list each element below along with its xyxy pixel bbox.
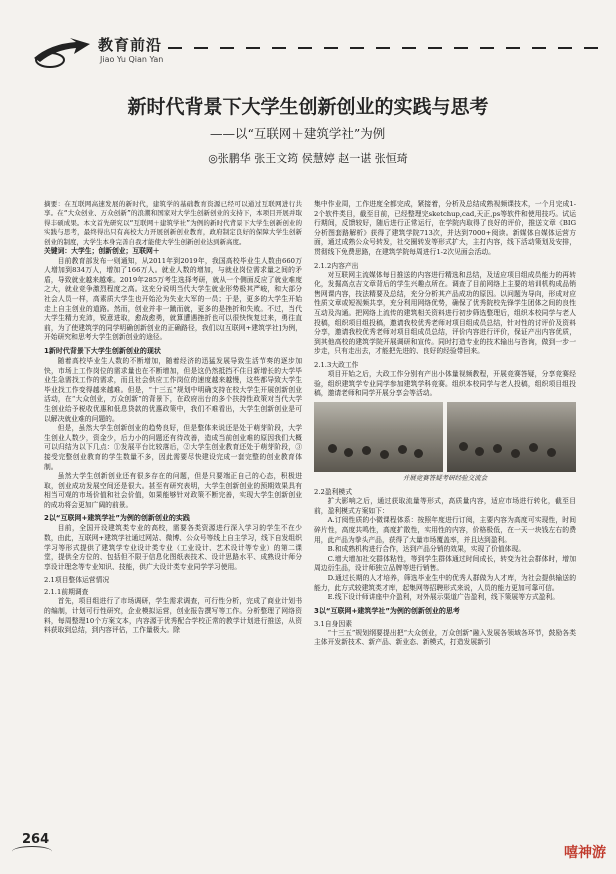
- keywords: 关键词：大学生；创新创业；互联网＋: [44, 247, 160, 256]
- journal-name: 教育前沿: [98, 36, 163, 54]
- abstract: 摘要：在互联网高速发展的新时代，建筑学的基础教育资源已经可以通过互联网进行共享。在“大众创业、万众创新”的浪潮和国家对大学生创新创业的支持下，本项目开展并取得丰硕成果。本文首先研究以“互联网＋建筑学社”为例的新时代背景下大学生创新创业的实践与思考，最终得出只有高校大力开展创新创业教育，政府制定良好的保障大学生创新创业的制度，大学生本身完善自我才能使大学生创新创业达到新高度。: [44, 200, 302, 246]
- subsection-heading: 2.1项目整体运营情况: [44, 576, 110, 585]
- paragraph: 对互联网主流媒体每日推送的内容进行精选和总结，及适应项目组成员能力的再转化，发掘高点吉文章背后的学生兴趣点所在。调查了目前网络上主要的培训机构成品销售网课内容，技法精要及总结，充分分析其产品成功的原因。以问题为导向，形成对应性质文章或短视频共享，充分利用网络优势，确保了优秀院校先锋学生团体之间的良性互动及沟通。把网络上流传的建筑相关资料进行初步筛选整理后，组织本校同学与老人投稿，组织项目组投稿，邀请我校优秀老师对项目组成员总结，针对性的讨评价及资料分享，邀请我校优秀老师对项目组成员总结，评价内容进行评价，保证产出内容优质，到其他高校的建筑学院开展调研和宣传。同时打造专业的技术输出与咨询，做到一步一步走，只有走出去，才能把先进的、良好的经验带回来。: [314, 270, 576, 356]
- paragraph: 项目开始之后，大政工作分别有产出小体量视频教程，开展竞赛答疑，分享竞赛经验，组织建筑学专业同学参加建筑学科竞赛。组织本校同学与老人投稿，组织项目组投稿，邀请老师和同学开展分享会等活动。: [314, 369, 576, 398]
- subsection-heading: 2.1.1前期调查: [44, 588, 89, 597]
- journal-name-pinyin: Jiao Yu Qian Yan: [100, 55, 164, 64]
- section-heading: 1新时代背景下大学生创新创业的现状: [44, 346, 161, 355]
- paragraph: C.增大增加社交群体粘性，等到学生群体通过时间成长，转变为社会群体时，增加周边衍生品，设计师独立品牌等进行销售。: [314, 554, 576, 573]
- paragraph: 虽然大学生创新创业还有很多存在的问题，但是只要端正自己的心态，积极进取，创业成功发展空间还是很大。甚至有研究表明，大学生创新创业的预期效果具有相当可观的市场价值和社会价值，如果能够针对政策不断完善，实现大学生创新创业的成功将会更加广阔的前景。: [44, 472, 302, 509]
- paragraph: 首先，项目组进行了市场调研，学生需求调查，可行性分析，完成了商业计划书的编制，计划可行性研究，企业模拟运营，创业报告撰写等工作。分析整理了网络资料，每周整理10个方案文本，内容源于优秀配合学校正常的教学计划进行推送，从资料获取到总结，到内容评估，工作量极大。除: [44, 597, 302, 635]
- page-number: 264: [22, 832, 50, 847]
- photo-caption: 并展竞赛答疑考研经验交流会: [402, 473, 488, 482]
- subsection-heading: 2.1.3大政工作: [314, 360, 359, 369]
- article-authors: ◎张鹏华 张王文筠 侯慧婷 赵一谌 张恒琦: [208, 152, 408, 165]
- event-photo-right: [447, 402, 576, 472]
- paragraph: 目前教育部发布一则通知，从2011年到2019年，我国高校毕业生人数由660万人增加到834万人，增加了166万人。就业人数的增加，与就业岗位需求量之间的矛盾，导致就业越来越难。2019年285万考生选择考研，就从一个侧面反应了就业难度之大，就业竞争激烈程度之高。这充分说明当代大学生就业形势极其严峻，和大部分社会人员一样，高素质大学生也开始沦为失业大军的一员；于是，更多的大学生开始走上自主创业的道路。然而，创业并非一蹴而就，更多的是挫折和失败。不过，当代大学生精力充沛，锐意进取，愈战愈勇，就算遭遇挫折也可以很快恢复过来，勇往直前，为了使建筑学的同学明确创新创业的正确路径，我们以[互联网+建筑学社]为例，开始研究和思考大学生创新创业的途径。: [44, 256, 302, 342]
- left-column: [44, 200, 302, 636]
- subsection-heading: 2.2盈利模式: [314, 488, 352, 497]
- event-photos: [314, 402, 576, 472]
- paragraph: B.和成熟机构进行合作，达到产品分销的效果，实现了价值体现。: [327, 545, 526, 554]
- paragraph: D.通过长期的人才培养，筛选毕业生中的优秀人群做为人才库，为社会提供输送的能力，此方式较建筑类才库，起集网等招聘形式来说，人员的能力更加可靠可信。: [314, 574, 576, 592]
- section-heading: 2以“互联网+建筑学社”为例的创新创业的实践: [44, 514, 190, 523]
- paragraph: 扩大影响之后，通过获取流量等形式，高质量内容，适应市场进行转化，截至目前，盈利模式方案如下：: [314, 497, 576, 515]
- corner-watermark: 嘻神游: [564, 845, 606, 861]
- paragraph: “十三五”规划纲要提出把“大众创业，万众创新”融入发展各领域各环节，鼓励各类主体开发新技术、新产品、新业态、新模式，打造发展新引: [314, 628, 576, 647]
- event-photo-left: [314, 402, 443, 472]
- paragraph: A.订阅性质的小微课程体系：按照年度进行订阅，主要内容为高度可实现性，时间碎片性，高度共鸣性，高度扩散性，实用性的内容，价格极低，在一天一块钱左右的费用，此产品为拳头产品，获得了大量市场覆盖率，并且达到盈利。: [314, 516, 576, 544]
- journal-header: [18, 22, 608, 72]
- paragraph: 目前，全国开设建筑类专业的高校，需要各类资源进行深入学习的学生不在少数，由此，互联网+建筑学社通过网站、微博、公众号等线上自主学习，线下自发组织学习等形式提供了建筑学专业设计类专业（工业设计、艺术设计等专业）的第二课堂，提供全方位的、包括但不限于信息化图纸表技术、设计思路水平、成熟设计师分享设计理念等专业知识、技能，供广大设计类专业同学学习使用。: [44, 524, 302, 571]
- paragraph: E.线下设计师讲座中介盈利，对外展示渠道广告盈利，线下策展等方式盈利。: [327, 593, 560, 602]
- paragraph: 集中作业周，工作进度全都完成，紧接着，分析及总结成熟视频课技术，一个月完成1-2个软件类目，截至目前，已经整理完sketchup,cad,天正,ps等软件和使用技巧。试运行期间，反馈较好，随后进行正常运行，在学院内取得了良好的评价，推送文章《BIG分析图套路解析》获得了建筑学院713次，并达到7000+阅读。新媒体自媒体运营方面，通过成熟公众号转发，社交圈转发等形式扩大，主打内容，线下活动策划及安排，贯彻线下免费思路，在建筑学院每周进行1-2次见面会活动。: [314, 200, 576, 256]
- right-column: [314, 200, 576, 648]
- section-heading: 3以“互联网+建筑学社”为例的创新创业的思考: [314, 606, 460, 615]
- header-divider: [168, 47, 606, 49]
- journal-logo-icon: [30, 34, 92, 70]
- article-title: 新时代背景下大学生创新创业的实践与思考: [127, 96, 489, 118]
- paragraph: 随着高校毕业生人数的不断增加，随着经济的迅猛发展导致生活节奏的逐步加快，市场上工作岗位的需求量也在不断增加，但是这仍然抵挡不住日新增长的大学毕业生急需找工作的需求，而且社会供应工作岗位的速度越来越慢，这些都导致大学生毕业找工作变得越来越难。但是，“十三五”规划中明确支持在校大学生开展创新创业活动，在“大众创业，万众创新”的背景下，在政府出台的多个扶持性政策对当代大学生创业给予税收优惠和低息贷款的优惠政策中，我们不难看出，大学生创新创业是可以解决就业难的问题的。: [44, 356, 302, 423]
- article-subtitle: ——以“互联网＋建筑学社”为例: [210, 126, 386, 141]
- subsection-heading: 3.1自身因素: [314, 619, 352, 628]
- paragraph: 但是，虽然大学生创新创业的趋势良好，但是整体来说还是处于萌芽阶段，大学生创业人数少，资金少，后力小的问题还有待改善，造成当前创业难的原因我们大概可以归结为以下几点：①发展平台比较落后，②大学生创业教育还处于萌芽阶段，③接受完整创业教育的学生数量不多，因此需要尽快建设完成一套完整的创业教育体制。: [44, 424, 302, 471]
- subsection-heading: 2.1.2内容产出: [314, 261, 359, 270]
- page-number-arc: [12, 846, 52, 857]
